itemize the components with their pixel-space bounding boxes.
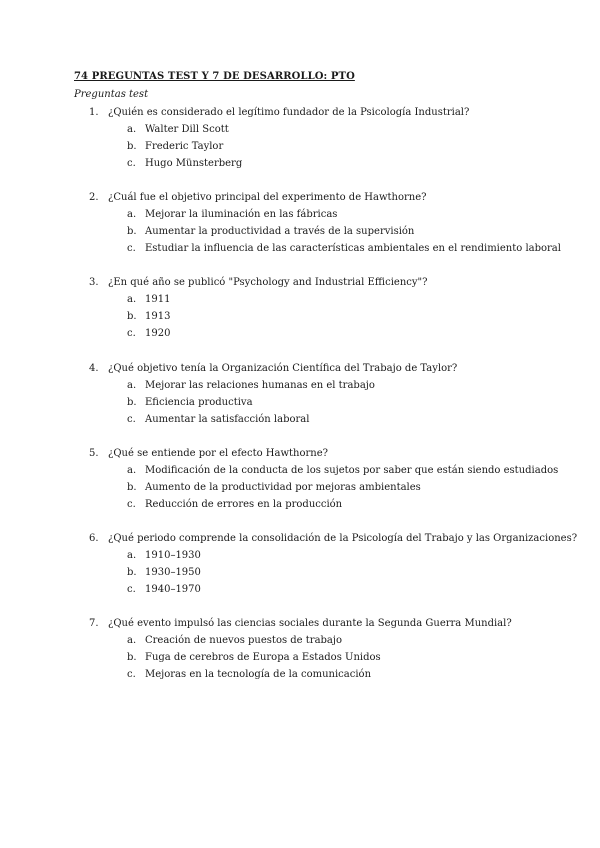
question-number: 3. bbox=[89, 277, 99, 289]
section-subtitle: Preguntas test bbox=[74, 89, 149, 100]
option-text: Mejoras en la tecnología de la comunicación bbox=[145, 669, 372, 681]
option-text: Eficiencia productiva bbox=[145, 396, 253, 408]
question-text: ¿Quién es considerado el legítimo fundador de la Psicología Industrial? bbox=[108, 107, 470, 118]
option-text: Creación de nuevos puestos de trabajo bbox=[145, 635, 343, 647]
question-item-3 bbox=[0, 274, 600, 359]
option-text: Frederic Taylor bbox=[145, 141, 224, 152]
option-letter: b. bbox=[127, 481, 137, 493]
question-text: ¿Qué se entiende por el efecto Hawthorne? bbox=[108, 447, 329, 459]
option-text: Reducción de errores en la producción bbox=[145, 498, 343, 510]
option-text: 1920 bbox=[145, 328, 171, 340]
question-item-6 bbox=[0, 530, 600, 615]
question-number: 4. bbox=[89, 362, 99, 374]
option-text: Mejorar la iluminación en las fábricas bbox=[145, 209, 338, 221]
option-letter: a. bbox=[127, 294, 137, 306]
option-letter: a. bbox=[127, 464, 137, 476]
option-letter: c. bbox=[127, 669, 136, 681]
option-letter: b. bbox=[127, 652, 137, 664]
question-text: ¿Qué objetivo tenía la Organización Científica del Trabajo de Taylor? bbox=[108, 362, 458, 374]
option-text: 1911 bbox=[145, 294, 171, 306]
option-letter: c. bbox=[127, 328, 136, 340]
question-number: 2. bbox=[89, 192, 99, 204]
option-letter: a. bbox=[127, 549, 137, 561]
option-text: Walter Dill Scott bbox=[145, 124, 229, 135]
option-letter: c. bbox=[127, 243, 136, 255]
option-letter: b. bbox=[127, 566, 137, 578]
question-text: ¿Cuál fue el objetivo principal del experimento de Hawthorne? bbox=[108, 192, 427, 204]
option-text: Aumentar la satisfacción laboral bbox=[145, 413, 310, 425]
question-number: 1. bbox=[89, 107, 99, 118]
question-number: 6. bbox=[89, 532, 99, 544]
option-letter: b. bbox=[127, 396, 137, 408]
question-list bbox=[0, 104, 600, 700]
question-number: 5. bbox=[89, 447, 99, 459]
option-text: Mejorar las relaciones humanas en el trabajo bbox=[145, 379, 375, 391]
option-text: Hugo Münsterberg bbox=[145, 158, 243, 169]
document-title: 74 PREGUNTAS TEST Y 7 DE DESARROLLO: PTO bbox=[74, 71, 355, 82]
question-number: 7. bbox=[89, 618, 99, 630]
option-text: Aumentar la productividad a través de la supervisión bbox=[145, 226, 415, 238]
option-text: Modificación de la conducta de los sujetos por saber que están siendo estudiados bbox=[145, 464, 559, 476]
option-letter: c. bbox=[127, 498, 136, 510]
question-item-7 bbox=[0, 615, 600, 700]
option-text: 1910–1930 bbox=[145, 549, 201, 561]
option-text: Fuga de cerebros de Europa a Estados Unidos bbox=[145, 652, 381, 664]
option-letter: a. bbox=[127, 379, 137, 391]
question-item-4 bbox=[0, 360, 600, 445]
option-text: 1913 bbox=[145, 311, 171, 323]
option-letter: c. bbox=[127, 413, 136, 425]
question-text: ¿Qué evento impulsó las ciencias sociales durante la Segunda Guerra Mundial? bbox=[108, 618, 512, 630]
question-item-2 bbox=[0, 189, 600, 274]
option-letter: c. bbox=[127, 583, 136, 595]
option-letter: b. bbox=[127, 226, 137, 238]
option-letter: b. bbox=[127, 311, 137, 323]
question-item-5 bbox=[0, 445, 600, 530]
option-letter: a. bbox=[127, 209, 137, 221]
option-letter: b. bbox=[127, 141, 137, 152]
option-letter: a. bbox=[127, 635, 137, 647]
option-letter: c. bbox=[127, 158, 136, 169]
option-letter: a. bbox=[127, 124, 137, 135]
question-text: ¿En qué año se publicó "Psychology and Industrial Efficiency"? bbox=[108, 277, 428, 289]
option-text: 1940–1970 bbox=[145, 583, 201, 595]
question-item-1 bbox=[0, 104, 600, 189]
option-text: 1930–1950 bbox=[145, 566, 201, 578]
question-text: ¿Qué periodo comprende la consolidación de la Psicología del Trabajo y las Organizaciones? bbox=[108, 532, 578, 544]
option-text: Aumento de la productividad por mejoras ambientales bbox=[145, 481, 421, 493]
option-text: Estudiar la influencia de las características ambientales en el rendimiento laboral bbox=[145, 243, 561, 255]
